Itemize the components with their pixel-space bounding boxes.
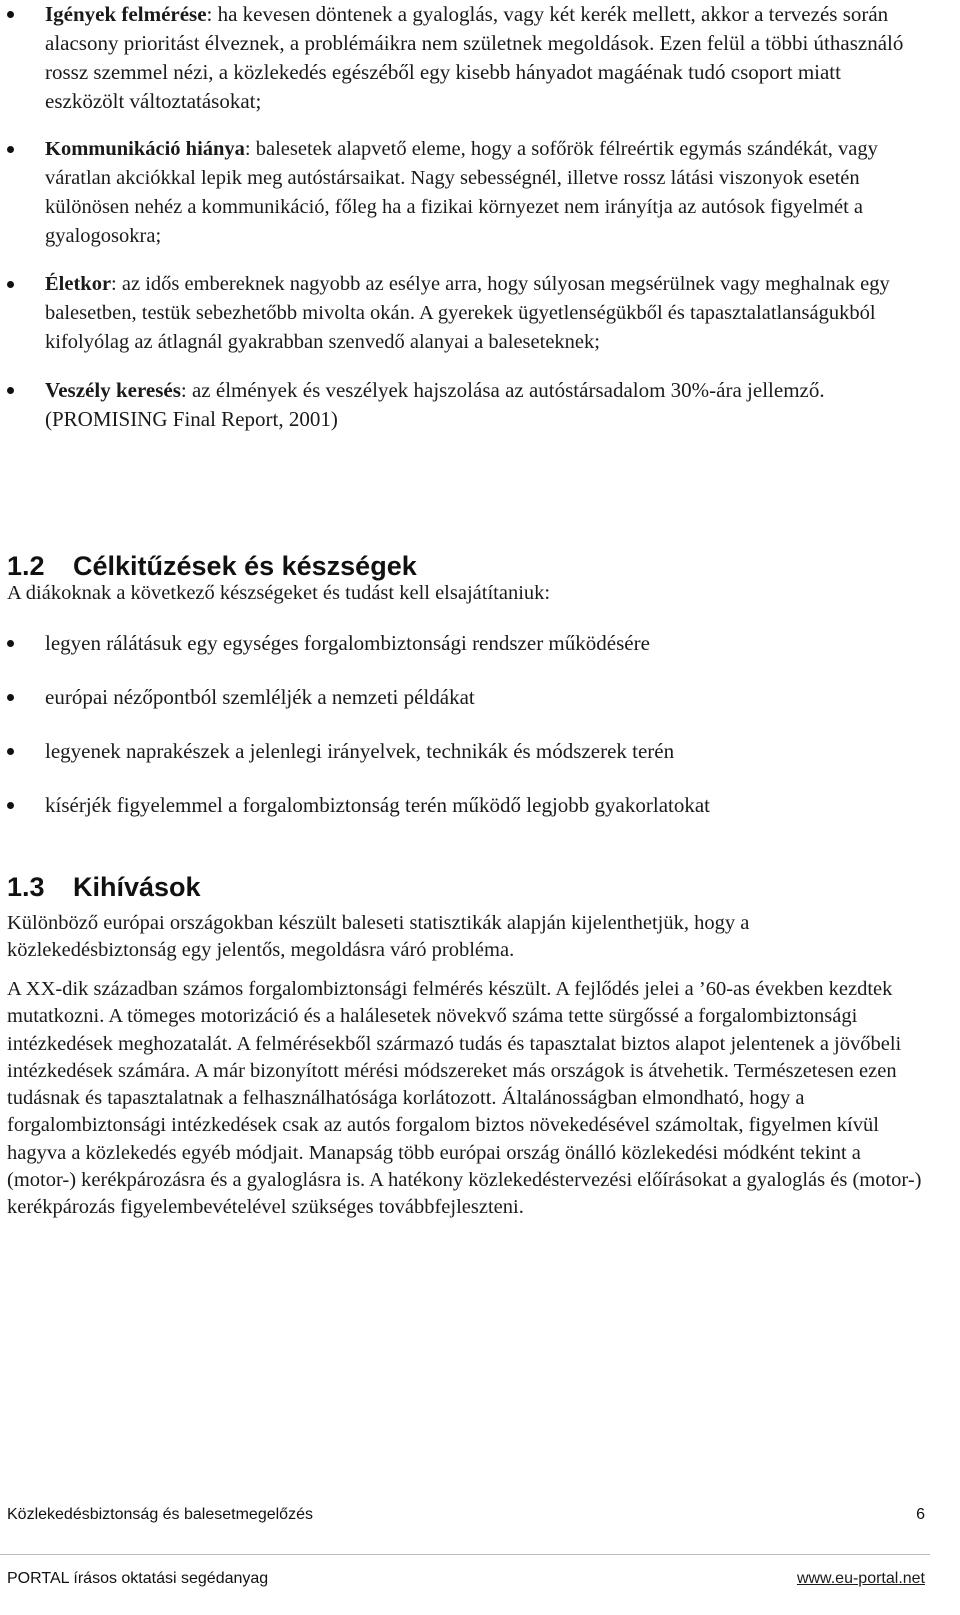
section-number: 1.2: [7, 551, 45, 581]
section-number: 1.3: [7, 872, 45, 902]
skills-list: [0, 630, 915, 846]
list-item-term: Életkor: [45, 273, 112, 295]
list-item-text: : az idős embereknek nagyobb az esélye arra, hogy súlyosan megsérülnek vagy meghalnak egy balesetben, testük sebezhetőbb mivolta okán. A gyerekek ügyetlenségükből és tapasztalatlanságukból kifolyólag az átlagnál gyakrabban szenvedő alanyai a baleseteknek;: [45, 273, 890, 353]
section-title: Célkitűzések és készségek: [73, 551, 417, 581]
footer-title: Közlekedésbiztonság és balesetmegelőzés: [7, 1506, 313, 1523]
list-item-term: Igények felmérése: [45, 2, 207, 26]
footer-divider: [0, 1554, 930, 1555]
list-item-term: Kommunikáció hiánya: [45, 138, 245, 160]
body-paragraph: A XX-dik században számos forgalombiztonsági felmérés készült. A fejlődés jelei a ’60-as években kezdtek mutatkozni. A tömeges motorizáció és a halálesetek növekvő száma tette sürgőssé a forgalombiztonsági intézkedések meghozatalát. A felmérésekből származó tudás és tapasztalat biztos alapot jelentenek a jövőbeli intézkedések számára. A már bizonyított mérési módszereket más országok is átvehetik. Természetesen ezen tudásnak és tapasztalatnak a felhasználhatósága korlátozott. Általánosságban elmondható, hogy a forgalombiztonsági intézkedések csak az autós forgalom biztos növekedésével számoltak, figyelmen kívül hagyva a közlekedés egyéb módjait. Manapság több európai ország önálló közlekedési módként tekint a (motor-) kerékpározásra és a gyaloglásra is. A hatékony közlekedéstervezési előírásokat a gyaloglás és (motor-) kerékpározás figyelembevételével szükséges továbbfejleszteni.: [7, 978, 922, 1219]
footer-website-link[interactable]: www.eu-portal.net: [796, 1570, 925, 1587]
list-item-text: : balesetek alapvető eleme, hogy a sofőrök félreértik egymás szándékát, vagy váratlan akciókkal lepik meg autóstársaikat. Nagy sebességnél, illetve rossz látási viszonyok esetén különösen nehéz a kommunikáció, főleg ha a fizikai környezet nem irányítja az autósok figyelmét a gyalogosokra;: [45, 138, 878, 247]
section-heading-1-2: [7, 551, 417, 582]
risk-factor-list: [0, 0, 915, 453]
list-item-text: : ha kevesen döntenek a gyaloglás, vagy két kerék mellett, akkor a tervezés során alacsony prioritást élveznek, a problémáikra nem születnek megoldások. Ezen felül a többi úthasználó rossz szemmel nézi, a közlekedés egészéből egy kisebb hányadot magáénak tudó csoport miatt eszközölt változtatásokat;: [45, 2, 904, 113]
list-item: legyenek naprakészek a jelenlegi irányelvek, technikák és módszerek terén: [0, 738, 915, 765]
list-item: [0, 376, 915, 434]
list-item-term: Veszély keresés: [45, 378, 181, 402]
list-item-text: : az élmények és veszélyek hajszolása az autóstársadalom 30%-ára jellemző. (PROMISING Final Report, 2001): [45, 378, 825, 431]
body-paragraph: Különböző európai országokban készült baleseti statisztikák alapján kijelenthetjük, hogy a közlekedésbiztonság egy jelentős, megoldásra váró probléma.: [7, 912, 750, 962]
list-item: kísérjék figyelemmel a forgalombiztonság terén működő legjobb gyakorlatokat: [0, 792, 915, 819]
list-item: legyen rálátásuk egy egységes forgalombiztonsági rendszer működésére: [0, 630, 915, 657]
footer-subtitle: PORTAL írásos oktatási segédanyag: [7, 1570, 269, 1587]
list-item: európai nézőpontból szemléljék a nemzeti példákat: [0, 684, 915, 711]
page-number: 6: [916, 1506, 925, 1523]
section-heading-1-3: [7, 872, 201, 903]
list-item: [0, 0, 915, 116]
list-item: [0, 270, 915, 357]
section-intro: A diákoknak a következő készségeket és tudást kell elsajátítaniuk:: [7, 582, 551, 604]
list-item: [0, 135, 915, 251]
section-title: Kihívások: [73, 872, 201, 902]
